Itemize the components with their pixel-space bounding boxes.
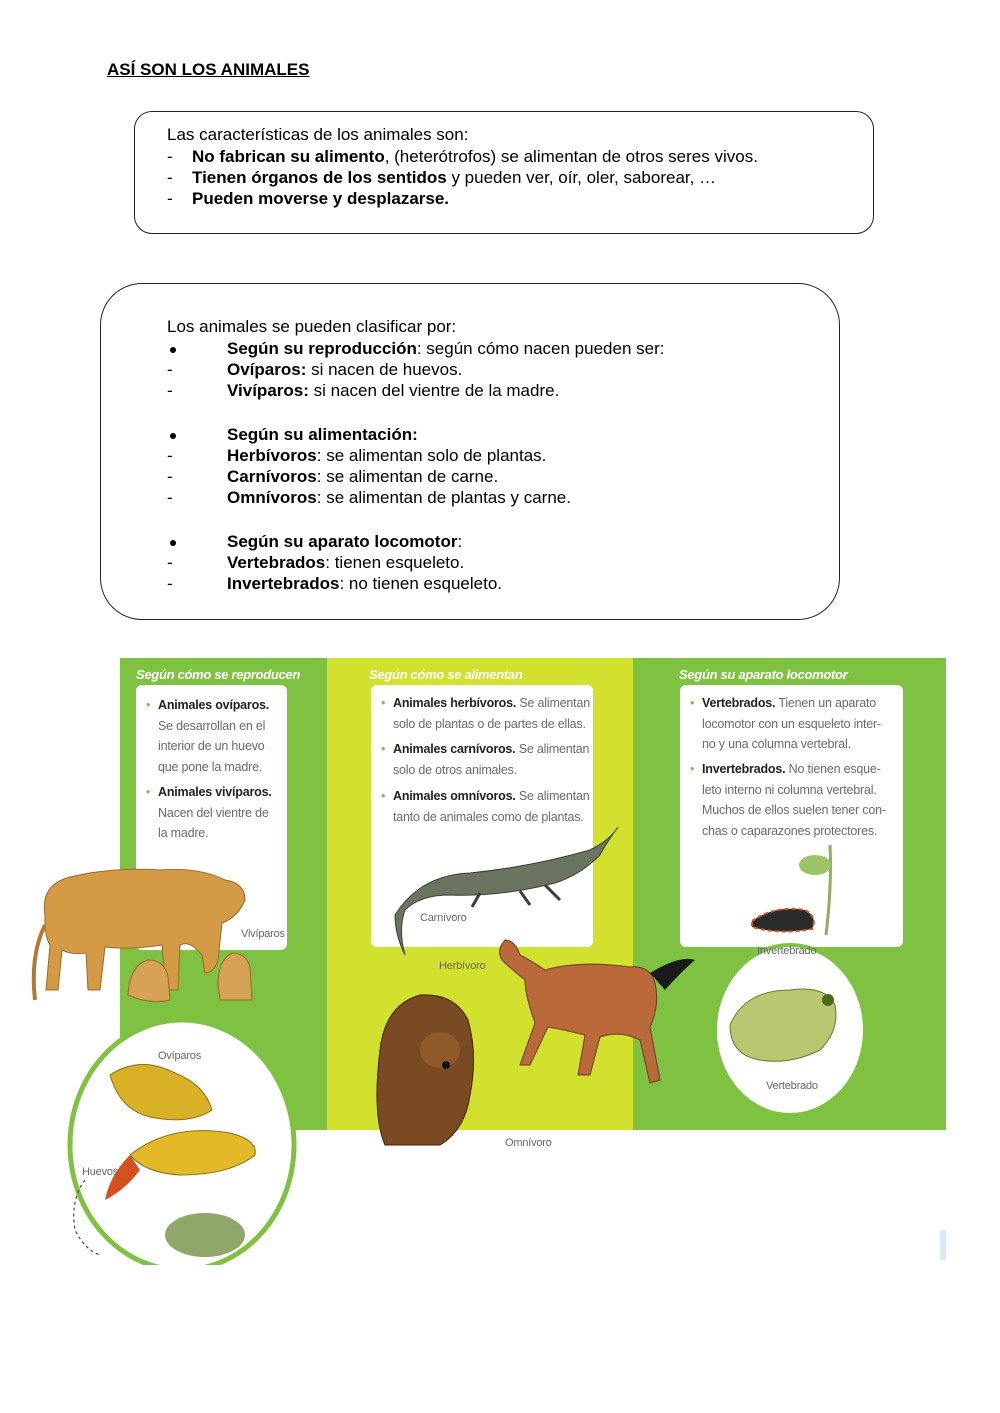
group-heading: Según su alimentación:: [227, 425, 418, 444]
caption-vertebrado: Vertebrado: [766, 1080, 818, 1092]
page-title: ASÍ SON LOS ANIMALES: [107, 60, 310, 79]
group-heading: Según su reproducción: según cómo nacen pueden ser:: [227, 339, 665, 358]
caption-omnivoro: Omnívoro: [505, 1137, 552, 1149]
caption-carnivoro: Carnívoro: [420, 912, 467, 924]
caption-herbivoro: Herbívoro: [439, 960, 486, 972]
textbook-figure: [0, 655, 1000, 1265]
group-item: - Carnívoros: se alimentan de carne.: [167, 467, 499, 486]
caption-invertebrado: Invertebrado: [757, 945, 817, 957]
caption-huevos: Huevos: [82, 1166, 119, 1178]
card-item: • Vertebrados. Tienen un aparato locomotor con un esqueleto inter- no y una columna vertebral.: [690, 696, 881, 751]
crocodile-icon: [395, 827, 618, 955]
bear-icon: [377, 995, 474, 1145]
panel-heading: Según cómo se alimentan: [369, 667, 523, 682]
group-item: - Ovíparos: si nacen de huevos.: [167, 360, 463, 379]
group-item: - Omnívoros: se alimentan de plantas y carne.: [167, 488, 571, 507]
caption-oviparos: Ovíparos: [158, 1050, 202, 1062]
panel-heading: Según su aparato locomotor: [679, 667, 848, 682]
lioness-icon: [34, 869, 252, 1001]
animal-illustrations: [0, 655, 1000, 1265]
classification-box: [100, 283, 840, 620]
group-item: - Herbívoros: se alimentan solo de plantas.: [167, 446, 547, 465]
group-heading: Según su aparato locomotor:: [227, 532, 463, 551]
group-item: - Vertebrados: tienen esqueleto.: [167, 553, 465, 572]
card-item: • Animales omnívoros. Se alimentan tanto de animales como de plantas.: [381, 789, 590, 824]
characteristic-item: - Pueden moverse y desplazarse.: [167, 189, 450, 208]
group-item: - Vivíparos: si nacen del vientre de la madre.: [167, 381, 560, 400]
card-item: • Animales carnívoros. Se alimentan solo de otros animales.: [381, 742, 590, 777]
characteristic-item: - No fabrican su alimento, (heterótrofos) se alimentan de otros seres vivos.: [167, 147, 758, 166]
characteristics-box: [134, 111, 874, 234]
horse-icon: [500, 940, 695, 1083]
card-item: • Animales ovíparos. Se desarrollan en el interior de un huevo que pone la madre.: [146, 698, 270, 774]
caption-viviparos: Vivíparos: [241, 928, 285, 940]
classification-intro: Los animales se pueden clasificar por:: [167, 317, 457, 336]
bullet-dot: [170, 540, 176, 546]
panel-heading: Según cómo se reproducen: [136, 667, 301, 682]
caterpillar-icon: [752, 845, 831, 935]
characteristic-item: - Tienen órganos de los sentidos y pueden ver, oír, oler, saborear, …: [167, 168, 717, 187]
card-item: • Animales vivíparos. Nacen del vientre de la madre.: [146, 785, 272, 840]
bullet-dot: [170, 347, 176, 353]
card-item: • Invertebrados. No tienen esque- leto interno ni columna vertebral. Muchos de ellos suelen tener con- chas o caparazones protectores.: [690, 762, 886, 838]
bullet-dot: [170, 433, 176, 439]
characteristics-intro: Las características de los animales son:: [167, 125, 469, 144]
card-item: • Animales herbívoros. Se alimentan solo de plantas o de partes de ellas.: [381, 696, 590, 731]
group-item: - Invertebrados: no tienen esqueleto.: [167, 574, 503, 593]
